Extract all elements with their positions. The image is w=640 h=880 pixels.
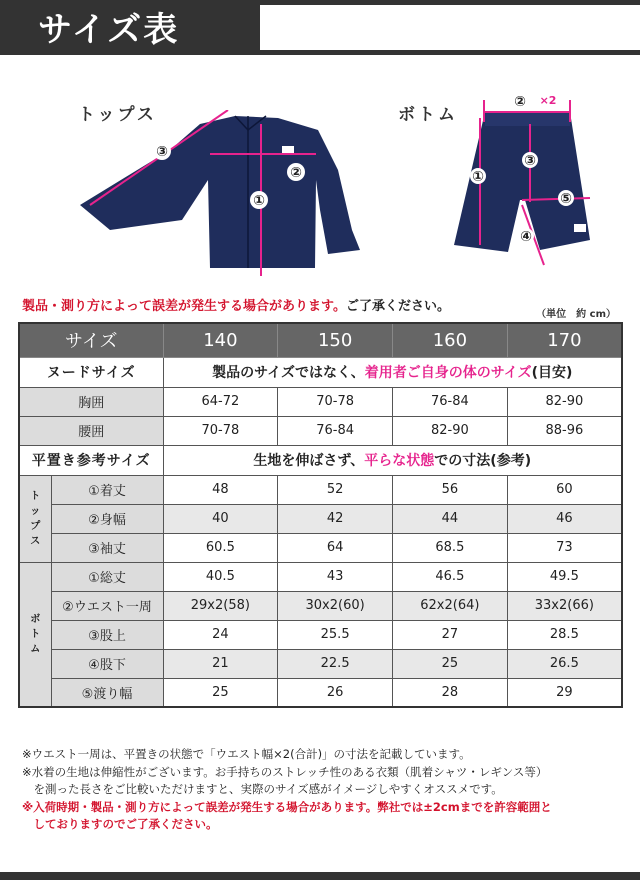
row-label: ①着丈 (51, 475, 163, 504)
bottoms-marker-2: ② (514, 94, 526, 110)
cell: 21 (163, 649, 278, 678)
flat-section-note (163, 445, 622, 475)
table-row (19, 533, 622, 562)
cell: 48 (163, 475, 278, 504)
jacket-shape (80, 116, 360, 268)
cell: 76-84 (393, 387, 508, 416)
table-row (19, 649, 622, 678)
row-label: 胸囲 (19, 387, 163, 416)
tops-group-char: ス (30, 535, 41, 547)
cell: 26.5 (507, 649, 622, 678)
cell: 43 (278, 562, 393, 591)
cell: 29 (507, 678, 622, 707)
warning-rest: ご了承ください。 (345, 299, 450, 314)
bottom-bar (0, 872, 640, 880)
page-title: サイズ表 (0, 5, 260, 55)
flat-note-pink: 平らな状態 (364, 453, 435, 469)
tops-group-char: ッ (30, 505, 41, 517)
flat-note-post: での寸法(参考) (434, 453, 532, 469)
cell: 26 (278, 678, 393, 707)
table-header-row (19, 323, 622, 357)
cell: 30x2(60) (278, 591, 393, 620)
header-size-150: 150 (278, 323, 393, 357)
footnote: を測った長さをご比較いただけますと、実際のサイズ感がイメージしやすくオススメです。 (22, 782, 503, 796)
tops-group-label (19, 475, 51, 562)
cell: 29x2(58) (163, 591, 278, 620)
bottoms-illustration (440, 90, 610, 275)
table-row (19, 475, 622, 504)
row-label: 腰囲 (19, 416, 163, 445)
tops-group-char: プ (30, 520, 41, 532)
cell: 46 (507, 504, 622, 533)
cell: 60 (507, 475, 622, 504)
cell: 64 (278, 533, 393, 562)
cell: 25 (163, 678, 278, 707)
nude-note-post: (目安) (531, 365, 573, 381)
cell: 25.5 (278, 620, 393, 649)
tops-group-char: ト (30, 490, 41, 502)
header-size-140: 140 (163, 323, 278, 357)
cell: 73 (507, 533, 622, 562)
footnote: ※水着の生地は伸縮性がございます。お手持ちのストレッチ性のある衣類（肌着シャツ・レギンス等） (22, 764, 548, 779)
cell: 33x2(66) (507, 591, 622, 620)
cell: 70-78 (163, 416, 278, 445)
cell: 28 (393, 678, 508, 707)
nude-note-pink: 着用者ご自身の体のサイズ (364, 365, 532, 381)
nude-section-row (19, 357, 622, 387)
bottoms-marker-3: ③ (524, 153, 536, 169)
cell: 40.5 (163, 562, 278, 591)
cell: 88-96 (507, 416, 622, 445)
cell: 24 (163, 620, 278, 649)
cell: 82-90 (393, 416, 508, 445)
title-underline (260, 50, 640, 55)
table-row (19, 387, 622, 416)
tops-marker-3: ③ (156, 144, 168, 160)
cell: 49.5 (507, 562, 622, 591)
row-label: ⑤渡り幅 (51, 678, 163, 707)
unit-label: （単位 約 cm） (536, 309, 616, 320)
warning-red: 製品・測り方によって誤差が発生する場合があります。 (22, 299, 346, 314)
header-size-170: 170 (507, 323, 622, 357)
cell: 28.5 (507, 620, 622, 649)
bottoms-marker-1: ① (472, 169, 484, 185)
header-size-label: サイズ (19, 323, 163, 357)
table-row (19, 678, 622, 707)
row-label: ②身幅 (51, 504, 163, 533)
footnote: ※ウエスト一周は、平置きの状態で「ウエスト幅×2(合計)」の寸法を記載しています。 (22, 747, 471, 761)
header-size-160: 160 (393, 323, 508, 357)
bottoms-group-char: ト (30, 628, 41, 640)
tops-illustration (70, 110, 370, 280)
bottoms-marker-5: ⑤ (560, 191, 572, 207)
cell: 42 (278, 504, 393, 533)
cell: 62x2(64) (393, 591, 508, 620)
size-table (18, 322, 623, 708)
cell: 40 (163, 504, 278, 533)
bottoms-marker-4: ④ (520, 229, 532, 245)
table-row (19, 591, 622, 620)
flat-section-label: 平置き参考サイズ (19, 445, 163, 475)
tops-marker-2: ② (290, 165, 302, 181)
cell: 56 (393, 475, 508, 504)
table-row (19, 416, 622, 445)
nude-section-label: ヌードサイズ (19, 357, 163, 387)
cell: 64-72 (163, 387, 278, 416)
table-row (19, 562, 622, 591)
bottoms-times-2: ×2 (539, 94, 557, 107)
tops-marker-1: ① (253, 193, 265, 209)
bottoms-group-label (19, 562, 51, 707)
footnote-warning: しておりますのでご了承ください。 (22, 817, 218, 831)
nude-section-note (163, 357, 622, 387)
footnote-warning: ※入荷時期・製品・測り方によって誤差が発生する場合があります。弊社では±2cmまでを許容範囲と (22, 799, 552, 814)
nude-note-pre: 製品のサイズではなく、 (212, 365, 365, 381)
row-label: ①総丈 (51, 562, 163, 591)
row-label: ③股上 (51, 620, 163, 649)
tops-label: トップス (78, 105, 157, 125)
cell: 52 (278, 475, 393, 504)
footnotes (22, 746, 552, 834)
cell: 27 (393, 620, 508, 649)
row-label: ④股下 (51, 649, 163, 678)
flat-note-pre: 生地を伸ばさず、 (253, 453, 365, 469)
table-row (19, 620, 622, 649)
cell: 76-84 (278, 416, 393, 445)
row-label: ②ウエスト一周 (51, 591, 163, 620)
bottoms-group-char: ボ (30, 613, 41, 625)
cell: 68.5 (393, 533, 508, 562)
bottoms-group-char: ム (30, 643, 41, 655)
cell: 25 (393, 649, 508, 678)
cell: 44 (393, 504, 508, 533)
cell: 46.5 (393, 562, 508, 591)
bottoms-label: ボトム (398, 105, 458, 125)
row-label: ③袖丈 (51, 533, 163, 562)
warning-text (22, 295, 450, 314)
flat-section-row (19, 445, 622, 475)
cell: 60.5 (163, 533, 278, 562)
cell: 70-78 (278, 387, 393, 416)
cell: 22.5 (278, 649, 393, 678)
table-row (19, 504, 622, 533)
cell: 82-90 (507, 387, 622, 416)
